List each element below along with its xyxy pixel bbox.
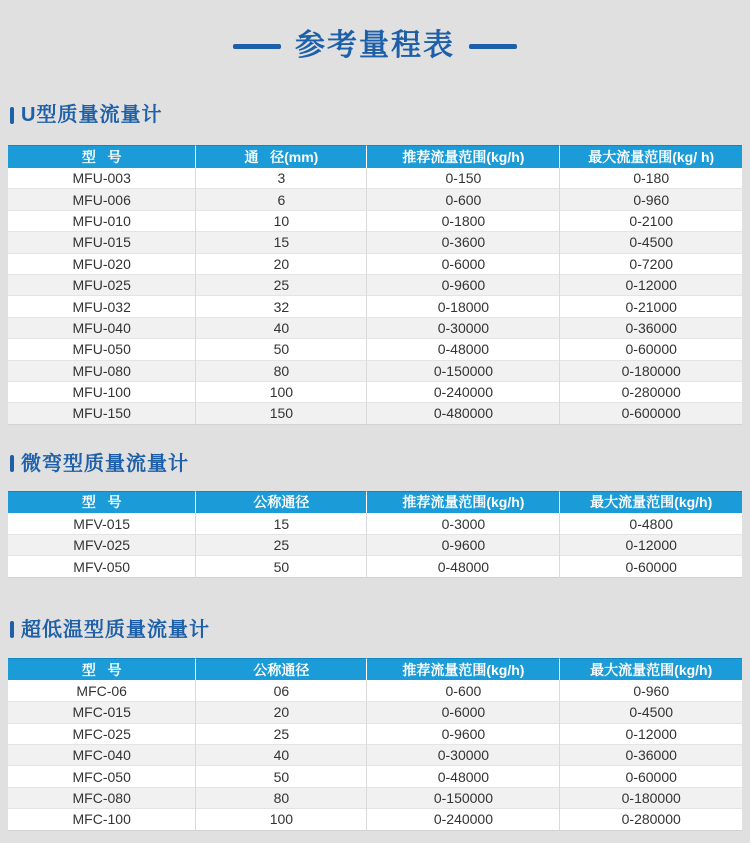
table-cell: 100 [196, 381, 367, 402]
table-row [8, 339, 742, 360]
column-header: 推荐流量范围(kg/h) [367, 658, 560, 680]
column-header: 最大流量范围(kg/h) [560, 491, 742, 513]
table-header-row [8, 491, 742, 513]
table-cell: 0-2100 [560, 210, 742, 231]
column-header: 推荐流量范围(kg/h) [367, 146, 560, 168]
table-cell: MFU-040 [8, 317, 196, 338]
table-cell: MFC-015 [8, 702, 196, 723]
table-cell: 6 [196, 189, 367, 210]
table-cell: 0-3600 [367, 232, 560, 253]
table-cell: MFU-100 [8, 381, 196, 402]
table-cell: 32 [196, 296, 367, 317]
heading-bar-icon [10, 107, 14, 124]
table-cell: 06 [196, 680, 367, 701]
table-row [8, 168, 742, 189]
spec-table-slight-bend-type [8, 491, 742, 578]
table-cell: 0-9600 [367, 535, 560, 556]
table-cell: 0-4800 [629, 515, 674, 532]
table-cell: 20 [196, 253, 367, 274]
section-u-type [0, 103, 750, 425]
table-cell: 0-150000 [367, 787, 560, 808]
table-cell: MFU-080 [8, 360, 196, 381]
column-header: 最大流量范围(kg/ h) [560, 146, 742, 168]
table-cell: MFC-025 [8, 723, 196, 744]
table-cell: MFU-025 [8, 274, 196, 295]
table-cell: 0-600000 [560, 403, 742, 424]
table-cell: 0-6000 [367, 702, 560, 723]
table-cell: 0-180000 [560, 360, 742, 381]
table-cell: 0-480000 [367, 403, 560, 424]
table-cell: 0-48000 [367, 556, 560, 577]
table-cell: 0-150 [367, 168, 560, 189]
table-cell: 0-600 [367, 680, 560, 701]
table-cell: 0-9600 [367, 723, 560, 744]
table-cell: 150 [196, 403, 367, 424]
table-row [8, 317, 742, 338]
table-row [8, 232, 742, 253]
table-cell: 0-48000 [367, 339, 560, 360]
title-dash-left [233, 44, 281, 49]
table-cell: 0-280000 [560, 809, 742, 830]
table-row [8, 189, 742, 210]
table-cell: 0-12000 [560, 723, 742, 744]
column-header: 公称通径 [196, 658, 367, 680]
table-cell: MFU-010 [8, 210, 196, 231]
table-row [8, 787, 742, 808]
table-cell: MFC-040 [8, 745, 196, 766]
table-cell: 0-9600 [367, 274, 560, 295]
table-cell: MFV-025 [8, 535, 196, 556]
table-cell: 50 [196, 766, 367, 787]
table-cell: 80 [196, 360, 367, 381]
table-cell: 0-30000 [367, 745, 560, 766]
table-cell: 0-48000 [367, 766, 560, 787]
table-cell: MFU-006 [8, 189, 196, 210]
column-header: 公称通径 [196, 491, 367, 513]
table-row [8, 210, 742, 231]
table-cell: 0-960 [633, 682, 670, 699]
table-cell: 3 [196, 168, 367, 189]
table-row [8, 360, 742, 381]
section-heading [10, 618, 750, 642]
table-cell: 0-60000 [560, 339, 742, 360]
table-cell: 0-18000 [367, 296, 560, 317]
table-cell: MFU-050 [8, 339, 196, 360]
table-cell: 25 [196, 723, 367, 744]
table-cell: MFC-080 [8, 787, 196, 808]
section-heading [10, 103, 750, 127]
table-cell: 0-60000 [560, 556, 742, 577]
heading-bar-icon [10, 621, 14, 638]
column-header: 型 号 [8, 658, 196, 680]
table-header-row [8, 658, 742, 680]
section-heading-text: 超低温型质量流量计 [21, 618, 210, 641]
table-cell: 0-36000 [560, 317, 742, 338]
table-row [8, 535, 742, 556]
table-cell: 15 [196, 513, 367, 534]
table-cell: 0-3000 [367, 513, 560, 534]
spec-table-cryogenic-type [8, 658, 742, 831]
column-header: 推荐流量范围(kg/h) [367, 491, 560, 513]
table-cell: MFU-020 [8, 253, 196, 274]
table-row [8, 766, 742, 787]
column-header: 型 号 [8, 146, 196, 168]
table-row [8, 723, 742, 744]
table-cell: 15 [196, 232, 367, 253]
table-cell: 0-240000 [367, 809, 560, 830]
table-cell: MFU-032 [8, 296, 196, 317]
table-cell: 0-36000 [560, 745, 742, 766]
table-cell: 0-30000 [367, 317, 560, 338]
section-slight-bend-type [0, 452, 750, 578]
spec-table-u-type [8, 145, 742, 425]
table-row [8, 809, 742, 830]
table-row [8, 745, 742, 766]
table-cell: 0-12000 [560, 535, 742, 556]
table-cell: 10 [196, 210, 367, 231]
table-row [8, 556, 742, 577]
table-row [8, 296, 742, 317]
table-cell: 0-960 [560, 189, 742, 210]
table-row [8, 513, 742, 534]
table-cell: MFC-06 [8, 680, 196, 701]
table-cell: 0-280000 [560, 381, 742, 402]
table-row [8, 381, 742, 402]
table-cell: 0-4500 [560, 702, 742, 723]
table-row [8, 274, 742, 295]
table-row [8, 702, 742, 723]
table-cell: 0-4500 [560, 232, 742, 253]
table-row [8, 253, 742, 274]
table-cell: 0-150000 [367, 360, 560, 381]
table-cell: 50 [196, 339, 367, 360]
table-cell: MFU-015 [8, 232, 196, 253]
table-row [8, 680, 742, 701]
table-cell: MFC-100 [8, 809, 196, 830]
table-cell: 0-12000 [560, 274, 742, 295]
table-cell: 40 [196, 745, 367, 766]
column-header: 型 号 [8, 491, 196, 513]
table-cell: 0-600 [367, 189, 560, 210]
table-cell: 40 [196, 317, 367, 338]
section-heading-text: U型质量流量计 [21, 104, 163, 126]
table-cell: 20 [196, 702, 367, 723]
table-cell: 0-180000 [560, 787, 742, 808]
table-cell: MFU-003 [8, 168, 196, 189]
section-cryogenic-type [0, 618, 750, 831]
table-cell: 0-21000 [560, 296, 742, 317]
table-cell: 0-60000 [560, 766, 742, 787]
table-cell: 0-6000 [367, 253, 560, 274]
table-cell: 0-240000 [367, 381, 560, 402]
table-cell: 0-1800 [367, 210, 560, 231]
heading-bar-icon [10, 455, 14, 472]
page-title: 参考量程表 [295, 29, 455, 62]
table-cell: 0-180 [633, 169, 670, 186]
section-heading [10, 452, 750, 476]
page-title-banner [0, 0, 750, 66]
column-header: 最大流量范围(kg/h) [560, 658, 742, 680]
table-cell: 100 [196, 809, 367, 830]
title-dash-right [469, 44, 517, 49]
table-cell: 25 [196, 274, 367, 295]
table-cell: 80 [196, 787, 367, 808]
table-cell: MFV-050 [8, 556, 196, 577]
table-row [8, 403, 742, 424]
table-cell: 25 [196, 535, 367, 556]
section-heading-text: 微弯型质量流量计 [21, 452, 189, 475]
table-cell: MFU-150 [8, 403, 196, 424]
table-cell: MFV-015 [8, 513, 196, 534]
table-header-row [8, 146, 742, 168]
table-cell: MFC-050 [8, 766, 196, 787]
column-header: 通 径(mm) [196, 146, 367, 168]
table-cell: 50 [196, 556, 367, 577]
table-cell: 0-7200 [560, 253, 742, 274]
